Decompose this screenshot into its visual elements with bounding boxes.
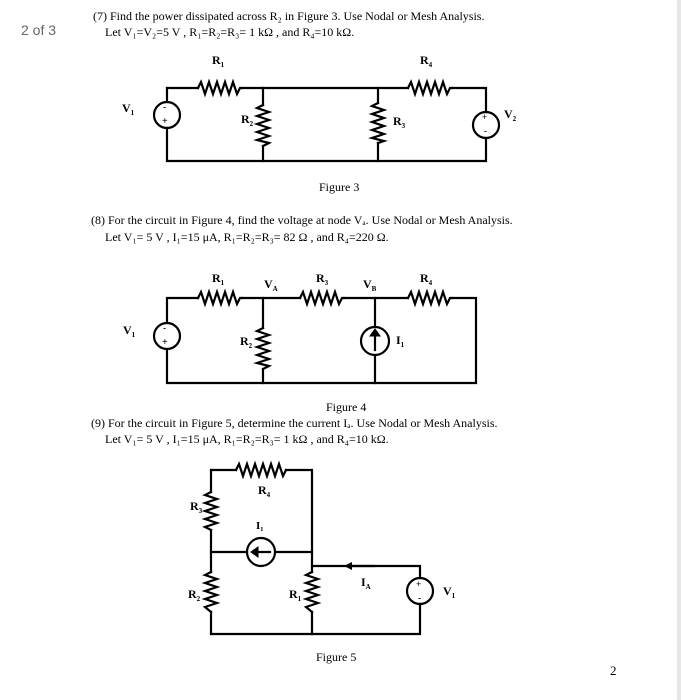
fig5-v1-label: $V_1$ <box>443 584 456 600</box>
fig5-r1-label: $R_1$ <box>289 587 302 603</box>
fig5-r3-resistor <box>205 492 217 530</box>
fig4-v1-label: $V_1$ <box>123 323 136 339</box>
fig3-r2-label: $R_2$ <box>241 112 254 128</box>
figure-3-caption: Figure 3 <box>319 180 360 194</box>
fig3-r3-label: $R_3$ <box>393 114 406 130</box>
figure-3-circuit <box>122 53 517 161</box>
q8-statement: (8) For the circuit in Figure 4, find the voltage at node Vₐ. Use Nodal or Mesh Analysis. <box>91 213 513 227</box>
fig4-r3-label: $R_3$ <box>316 271 329 287</box>
fig4-r2-resistor <box>257 328 269 369</box>
fig5-ia-label: $I_A$ <box>361 575 371 591</box>
page-indicator: 2 of 3 <box>21 22 57 38</box>
svg-text:-: - <box>418 593 421 603</box>
q8-given-values: Let V₁= 5 V , I₁=15 μA, R₁=R₂=R₃= 82 Ω , and R₄=220 Ω. <box>105 230 389 244</box>
fig5-r3-label: $R_3$ <box>190 499 203 515</box>
fig4-r1-label: $R_1$ <box>212 271 225 287</box>
figure-5-circuit <box>188 464 456 634</box>
fig4-r4-resistor <box>408 292 452 304</box>
fig4-va-label: $V_A$ <box>264 277 278 293</box>
fig5-r4-resistor <box>236 464 286 476</box>
figure-5-caption: Figure 5 <box>316 650 357 664</box>
figure-4-circuit <box>123 271 476 383</box>
svg-text:+: + <box>416 579 422 589</box>
svg-text:-: - <box>163 323 166 333</box>
fig3-v2-label: $V_2$ <box>504 107 517 123</box>
q9-statement: (9) For the circuit in Figure 5, determine the current Iₐ. Use Nodal or Mesh Analysis. <box>91 416 498 430</box>
fig5-r2-resistor <box>205 572 217 612</box>
fig5-i1-label: I₁ <box>256 520 264 532</box>
svg-text:-: - <box>163 102 166 112</box>
fig4-r1-resistor <box>198 292 242 304</box>
q7-given-values: Let V₁=V₂=5 V , R₁=R₂=R₃= 1 kΩ , and R₄=10 kΩ. <box>105 25 355 39</box>
fig4-r2-label: $R_2$ <box>240 334 253 350</box>
fig4-r4-label: $R_4$ <box>420 271 433 287</box>
svg-text:+: + <box>162 116 168 127</box>
page-number: 2 <box>610 663 617 678</box>
fig5-ia-arrow <box>344 562 352 570</box>
q9-given-values: Let V₁= 5 V , I₁=15 μA, R₁=R₂=R₃= 1 kΩ , and R₄=10 kΩ. <box>105 432 389 446</box>
fig5-r4-label: $R_4$ <box>258 483 271 499</box>
fig3-r1-resistor <box>198 82 242 94</box>
fig3-r2-resistor <box>257 105 269 146</box>
page-edge-shadow <box>677 0 681 700</box>
fig3-r3-resistor <box>372 103 384 143</box>
fig5-r2-label: $R_2$ <box>188 587 201 603</box>
fig3-v1-label: $V_1$ <box>122 101 135 117</box>
fig4-vb-label: $V_B$ <box>363 277 377 293</box>
fig5-r1-resistor <box>306 572 318 612</box>
svg-text:+: + <box>162 337 168 348</box>
fig3-r4-label: $R_4$ <box>420 53 433 69</box>
fig3-r1-label: $R_1$ <box>212 53 225 69</box>
figure-4-caption: Figure 4 <box>326 400 367 414</box>
svg-text:-: - <box>484 126 487 136</box>
q7-statement: (7) Find the power dissipated across R₂ in Figure 3. Use Nodal or Mesh Analysis. <box>93 9 485 23</box>
fig3-r4-resistor <box>408 82 452 94</box>
fig4-r3-resistor <box>300 292 344 304</box>
fig4-i1-label: $I_1$ <box>396 333 405 349</box>
svg-text:+: + <box>482 112 488 122</box>
